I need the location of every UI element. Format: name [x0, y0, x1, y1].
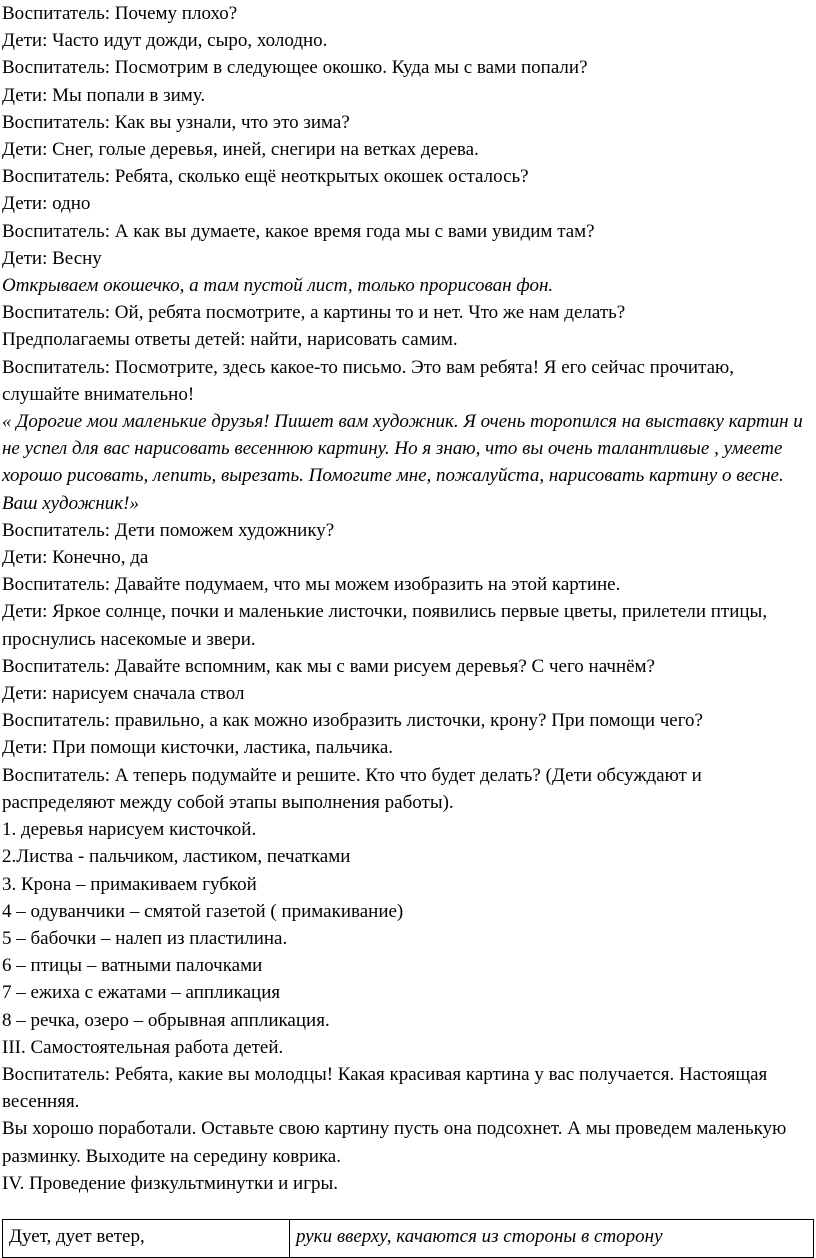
paragraph: Вы хорошо поработали. Оставьте свою картину пусть она подсохнет. А мы проведем маленькую разминку. Выходите на середину коврика.	[2, 1118, 787, 1167]
paragraph: Дети: Конечно, да	[2, 547, 149, 569]
document-body	[2, 0, 810, 1197]
paragraph: Воспитатель: Посмотрим в следующее окошко. Куда мы с вами попали?	[2, 57, 588, 79]
paragraph: 7 – ежиха с ежатами – аппликация	[2, 982, 281, 1004]
paragraph: Воспитатель: правильно, а как можно изобразить листочки, крону? При помощи чего?	[2, 710, 703, 732]
paragraph: Дети: Мы попали в зиму.	[2, 84, 206, 106]
paragraph: Воспитатель: Как вы узнали, что это зима?	[2, 111, 350, 133]
paragraph: 4 – одуванчики – смятой газетой ( примакивание)	[2, 900, 404, 922]
paragraph: 6 – птицы – ватными палочками	[2, 955, 263, 977]
paragraph: 8 – речка, озеро – обрывная аппликация.	[2, 1009, 330, 1031]
paragraph: Дети: При помощи кисточки, ластика, пальчика.	[2, 737, 394, 759]
paragraph: IV. Проведение физкультминутки и игры.	[2, 1172, 339, 1194]
paragraph: Дети: Часто идут дожди, сыро, холодно.	[2, 30, 328, 52]
paragraph: Воспитатель: Ребята, сколько ещё неоткрытых окошек осталось?	[2, 166, 529, 188]
paragraph: 5 – бабочки – налеп из пластилина.	[2, 927, 288, 949]
table-row	[3, 1220, 814, 1258]
italic-paragraph: Открываем окошечко, а там пустой лист, только прорисован фон.	[2, 275, 554, 297]
paragraph: Воспитатель: А теперь подумайте и решите. Кто что будет делать? (Дети обсуждают и распределяют между собой этапы выполнения работы).	[2, 764, 702, 813]
paragraph: Дети: Весну	[2, 247, 102, 269]
paragraph: Предполагаемы ответы детей: найти, нарисовать самим.	[2, 329, 458, 351]
table-cell-words: Дует, дует ветер,	[3, 1220, 290, 1258]
italic-paragraph: « Дорогие мои маленькие друзья! Пишет вам художник. Я очень торопился на выставку картин и не успел для вас нарисовать весеннюю картину. Но я знаю, что вы очень талантливые , умеете хорошо рисовать, лепить, вырезать. Помогите мне, пожалуйста, нарисовать картину о весне. Ваш художник!»	[2, 411, 803, 514]
paragraph: Воспитатель: А как вы думаете, какое время года мы с вами увидим там?	[2, 220, 595, 242]
paragraph: Дети: одно	[2, 193, 91, 215]
paragraph: 1. деревья нарисуем кисточкой.	[2, 819, 257, 841]
exercise-table	[2, 1219, 814, 1258]
paragraph: 2.Листва - пальчиком, ластиком, печатками	[2, 846, 351, 868]
table-cell-movements: руки вверху, качаются из стороны в сторону	[290, 1220, 814, 1258]
paragraph: Воспитатель: Дети поможем художнику?	[2, 519, 335, 541]
paragraph: Воспитатель: Почему плохо?	[2, 3, 238, 24]
paragraph: Воспитатель: Давайте вспомним, как мы с вами рисуем деревья? С чего начнём?	[2, 655, 655, 677]
paragraph: Дети: нарисуем сначала ствол	[2, 683, 245, 705]
paragraph: Дети: Снег, голые деревья, иней, снегири на ветках дерева.	[2, 139, 479, 161]
paragraph: Воспитатель: Посмотрите, здесь какое-то письмо. Это вам ребята! Я его сейчас прочитаю, слушайте внимательно!	[2, 356, 734, 405]
paragraph: Воспитатель: Давайте подумаем, что мы можем изобразить на этой картине.	[2, 574, 621, 596]
paragraph: Воспитатель: Ребята, какие вы молодцы! Какая красивая картина у вас получается. Настоящая весенняя.	[2, 1063, 768, 1113]
paragraph: Воспитатель: Ой, ребята посмотрите, а картины то и нет. Что же нам делать?	[2, 302, 626, 324]
paragraph: III. Самостоятельная работа детей.	[2, 1036, 284, 1058]
paragraph: 3. Крона – примакиваем губкой	[2, 873, 257, 895]
paragraph: Дети: Яркое солнце, почки и маленькие листочки, появились первые цветы, прилетели птицы, проснулись насекомые и звери.	[2, 601, 768, 650]
